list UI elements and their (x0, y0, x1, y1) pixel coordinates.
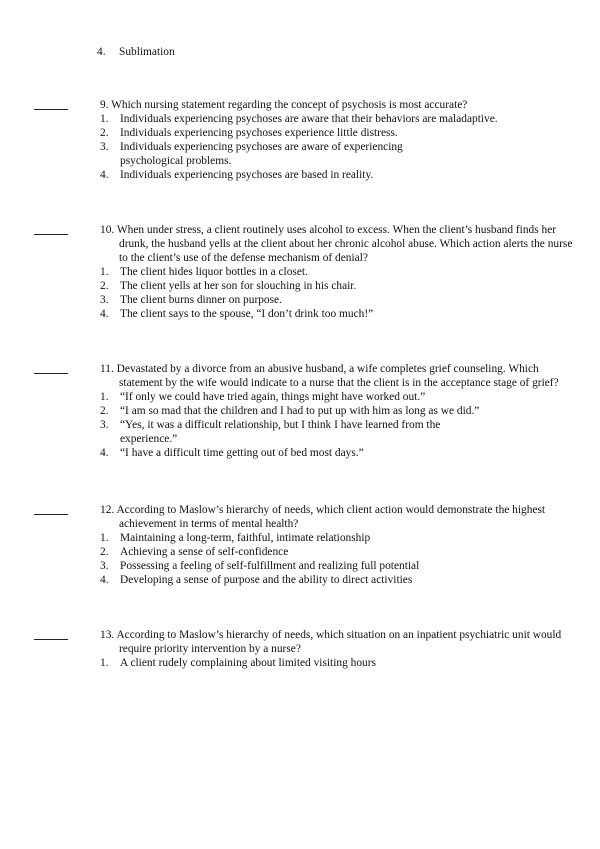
option-text: Sublimation (119, 46, 175, 58)
option-text: Maintaining a long-term, faithful, intimate relationship (120, 532, 371, 544)
option-text: Individuals experiencing psychoses are aware that their behaviors are maladaptive. (120, 113, 498, 125)
answer-blank[interactable] (34, 98, 68, 110)
question-stem: 11. Devastated by a divorce from an abusive husband, a wife completes grief counseling. Which statement by the wife would indicate to a nurse that the client is in the acceptance stage of grief? (100, 363, 559, 389)
option-1 (100, 390, 574, 404)
answer-blank[interactable] (34, 362, 68, 374)
option-text: The client burns dinner on purpose. (120, 294, 282, 306)
option-3 (100, 140, 574, 168)
option-number: 4. (100, 574, 109, 586)
carryover-option (97, 45, 175, 59)
question-12 (34, 503, 574, 587)
option-number: 2. (100, 546, 109, 558)
option-number: 3. (100, 294, 109, 306)
option-text: The client yells at her son for slouching in his chair. (120, 280, 357, 292)
question-10 (34, 223, 574, 321)
option-text: “Yes, it was a difficult relationship, but I think I have learned from the experience.” (120, 419, 441, 445)
option-2 (100, 279, 574, 293)
option-number: 4. (100, 447, 109, 459)
option-number: 3. (100, 560, 109, 572)
question-stem: 10. When under stress, a client routinely uses alcohol to excess. When the client’s husband finds her drunk, the husband yells at the client about her chronic alcohol abuse. Which action alerts the nurse to the client’s use of the defense mechanism of denial? (100, 224, 573, 264)
option-number: 1. (100, 266, 109, 278)
question-stem: 9. Which nursing statement regarding the concept of psychosis is most accurate? (100, 99, 468, 111)
option-number: 3. (100, 419, 109, 431)
option-text: “If only we could have tried again, things might have worked out.” (120, 391, 426, 403)
option-number: 2. (100, 127, 109, 139)
question-9 (34, 98, 574, 182)
option-3 (100, 559, 574, 573)
option-3 (100, 293, 574, 307)
option-number: 4. (97, 46, 106, 58)
option-number: 2. (100, 405, 109, 417)
option-text: “I have a difficult time getting out of bed most days.” (120, 447, 364, 459)
option-number: 2. (100, 280, 109, 292)
answer-blank[interactable] (34, 628, 68, 640)
option-number: 3. (100, 141, 109, 153)
question-11 (34, 362, 574, 460)
option-text: A client rudely complaining about limited visiting hours (120, 657, 376, 669)
option-text: The client hides liquor bottles in a closet. (120, 266, 308, 278)
question-stem: 12. According to Maslow’s hierarchy of needs, which client action would demonstrate the highest achievement in terms of mental health? (100, 504, 546, 530)
option-1 (100, 265, 574, 279)
option-2 (100, 126, 574, 140)
option-1 (100, 112, 574, 126)
option-number: 4. (100, 169, 109, 181)
option-1 (100, 656, 574, 670)
question-13 (34, 628, 574, 670)
option-text: The client says to the spouse, “I don’t drink too much!” (120, 308, 374, 320)
option-number: 1. (100, 113, 109, 125)
question-stem: 13. According to Maslow’s hierarchy of needs, which situation on an inpatient psychiatric unit would require priority intervention by a nurse? (100, 629, 562, 655)
option-number: 1. (100, 657, 109, 669)
option-4 (100, 573, 574, 587)
option-1 (100, 531, 574, 545)
option-text: “I am so mad that the children and I had to put up with him as long as we did.” (120, 405, 480, 417)
option-text: Developing a sense of purpose and the ability to direct activities (120, 574, 413, 586)
option-4 (100, 307, 574, 321)
option-text: Individuals experiencing psychoses experience little distress. (120, 127, 398, 139)
option-text: Achieving a sense of self-confidence (120, 546, 289, 558)
option-2 (100, 545, 574, 559)
answer-blank[interactable] (34, 503, 68, 515)
option-number: 1. (100, 391, 109, 403)
option-3 (100, 418, 574, 446)
option-text: Individuals experiencing psychoses are aware of experiencing psychological problems. (120, 141, 403, 167)
answer-blank[interactable] (34, 223, 68, 235)
option-2 (100, 404, 574, 418)
option-text: Individuals experiencing psychoses are based in reality. (120, 169, 374, 181)
option-4 (100, 446, 574, 460)
option-number: 1. (100, 532, 109, 544)
option-number: 4. (100, 308, 109, 320)
option-text: Possessing a feeling of self-fulfillment and realizing full potential (120, 560, 420, 572)
option-4 (100, 168, 574, 182)
